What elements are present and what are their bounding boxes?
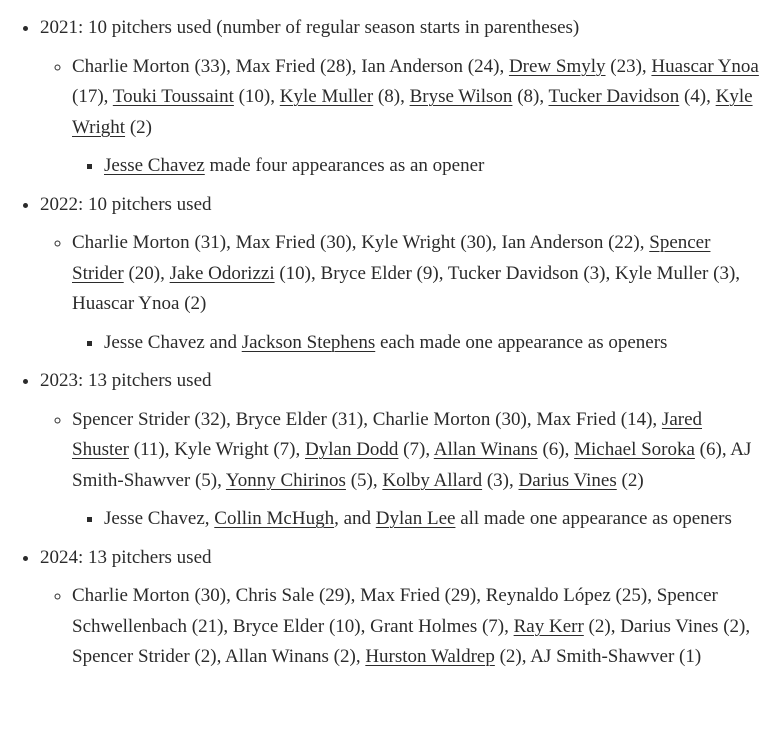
pitcher-link[interactable]: Dylan Lee — [375, 508, 456, 529]
start-count: (8) — [517, 86, 540, 107]
pitcher-link[interactable]: Darius Vines — [518, 469, 617, 491]
pitcher-link[interactable]: Tucker Davidson — [548, 86, 680, 107]
start-count: (17) — [72, 86, 104, 107]
pitcher-link[interactable]: Kyle Muller — [279, 86, 374, 107]
pitcher-name: Bryce Elder — [235, 408, 327, 430]
starter-list — [40, 405, 761, 535]
pitcher-name: Allan Winans — [225, 646, 329, 667]
pitcher-name: Kyle Muller — [614, 262, 709, 284]
season-item — [40, 190, 761, 359]
pitcher-link[interactable]: Ray Kerr — [513, 615, 584, 637]
start-count: (31) — [194, 232, 227, 253]
pitcher-link[interactable]: Touki Toussaint — [112, 86, 234, 107]
pitcher-name: Tucker Davidson — [447, 262, 579, 284]
start-count: (7) — [403, 439, 426, 460]
pitcher-name: Ian Anderson — [501, 232, 604, 253]
pitcher-name: Max Fried — [536, 408, 617, 430]
start-count: (10) — [238, 86, 271, 107]
start-count: (2) — [333, 646, 356, 667]
pitcher-name: AJ Smith-Shawver — [72, 439, 752, 491]
pitcher-name: Reynaldo López — [485, 585, 611, 606]
season-item — [40, 543, 761, 673]
pitcher-name: Chris Sale — [235, 585, 315, 606]
start-count: (9) — [416, 262, 439, 284]
season-heading: 2021: 10 pitchers used (number of regular season starts in parentheses) — [40, 17, 580, 38]
starter-line: ◦ Charlie Morton (30), Chris Sale (29), Max Fried (29), Reynaldo López (25), Spencer Schwellenbach (21), Bryce Elder (10), Grant Holmes (7), Ray Kerr (2), Darius Vines (2), Spencer Strider (2), Allan Winans (2), Hurston Waldrep (2), AJ Smith-Shawver (1) — [72, 581, 761, 673]
start-count: (6) — [542, 439, 565, 460]
opener-text: all made one appearance as openers — [455, 508, 732, 529]
start-count: (3) — [713, 262, 736, 284]
start-count: (10) — [279, 262, 312, 284]
opener-note — [104, 151, 761, 182]
season-item — [40, 13, 761, 182]
start-count: (2) — [723, 615, 746, 637]
start-count: (10) — [328, 615, 361, 637]
start-count: (31) — [331, 408, 364, 430]
start-count: (7) — [481, 615, 505, 637]
pitcher-link[interactable]: Huascar Ynoa — [651, 55, 759, 77]
pitcher-name: Spencer Strider — [72, 408, 190, 430]
opener-text: Jesse Chavez and — [104, 331, 242, 353]
pitcher-link[interactable]: Hurston Waldrep — [365, 646, 495, 667]
opener-text: made four appearances as an opener — [204, 155, 485, 176]
start-count: (29) — [318, 585, 351, 606]
opener-text: Jesse Chavez, — [104, 508, 215, 529]
start-count: (6) — [699, 439, 722, 460]
start-count: (2) — [194, 646, 217, 667]
start-count: (14) — [620, 408, 653, 430]
start-count: (7) — [273, 439, 296, 460]
start-count: (2) — [499, 646, 522, 667]
start-count: (5) — [194, 469, 218, 491]
start-count: (25) — [615, 585, 648, 606]
start-count: (30) — [194, 585, 227, 606]
starter-list — [40, 581, 761, 673]
pitcher-name: Bryce Elder — [320, 262, 412, 284]
start-count: (2) — [184, 293, 207, 314]
pitcher-name: Grant Holmes — [370, 615, 478, 637]
pitcher-name: Charlie Morton — [372, 408, 491, 430]
start-count: (3) — [486, 469, 510, 491]
start-count: (24) — [467, 55, 500, 77]
start-count: (5) — [350, 469, 373, 491]
season-heading: 2024: 13 pitchers used — [40, 546, 212, 568]
start-count: (32) — [194, 408, 227, 430]
start-count: (20) — [128, 262, 161, 284]
pitcher-link[interactable]: Dylan Dodd — [305, 439, 399, 460]
pitcher-link[interactable]: Jake Odorizzi — [169, 262, 275, 284]
pitcher-link[interactable]: Jackson Stephens — [241, 331, 376, 353]
start-count: (2) — [129, 116, 152, 138]
pitcher-link[interactable]: Spencer Strider — [72, 232, 711, 284]
opener-list — [72, 328, 761, 359]
pitcher-link[interactable]: Michael Soroka — [574, 439, 695, 460]
season-heading: 2023: 13 pitchers used — [40, 370, 212, 391]
start-count: (28) — [320, 55, 352, 77]
starter-line: ◦ Charlie Morton (31), Max Fried (30), Kyle Wright (30), Ian Anderson (22), Spencer Strider (20), Jake Odorizzi (10), Bryce Elder (9), Tucker Davidson (3), Kyle Muller (3), Huascar Ynoa (2) ▪ Jesse Chavez and Jackson Stephens each made one appearance as openers — [72, 228, 761, 358]
pitcher-name: Spencer Strider — [72, 646, 190, 667]
pitcher-link[interactable]: Collin McHugh — [214, 508, 335, 529]
pitcher-name: Charlie Morton — [72, 585, 190, 606]
pitcher-link[interactable]: Yonny Chirinos — [225, 469, 346, 491]
pitcher-name: Max Fried — [235, 232, 316, 253]
pitcher-name: Ian Anderson — [361, 55, 464, 77]
pitcher-link[interactable]: Jesse Chavez — [104, 155, 205, 176]
start-count: (30) — [495, 408, 527, 430]
pitcher-name: Kyle Wright — [361, 232, 456, 253]
start-count: (23) — [610, 55, 642, 77]
pitcher-link[interactable]: Kyle Wright — [72, 86, 753, 138]
start-count: (8) — [377, 86, 401, 107]
opener-note — [104, 328, 761, 359]
opener-list — [72, 504, 761, 535]
pitcher-name: AJ Smith-Shawver — [530, 646, 675, 667]
start-count: (33) — [194, 55, 227, 77]
pitcher-name: Max Fried — [360, 585, 440, 606]
start-count: (4) — [683, 86, 707, 107]
pitcher-name: Charlie Morton — [72, 232, 190, 253]
start-count: (22) — [608, 232, 640, 253]
pitcher-name: Kyle Wright — [174, 439, 269, 460]
starter-line: ◦ Spencer Strider (32), Bryce Elder (31), Charlie Morton (30), Max Fried (14), Jared Shuster (11), Kyle Wright (7), Dylan Dodd (7), Allan Winans (6), Michael Soroka (6), AJ Smith-Shawver (5), Yonny Chirinos (5), Kolby Allard (3), Darius Vines (2) ▪ Jesse Chavez, Collin McHugh, and Dylan Lee all made one appearance as openers — [72, 405, 761, 535]
start-count: (30) — [320, 232, 352, 253]
pitcher-link[interactable]: Jared Shuster — [72, 408, 703, 460]
season-item — [40, 366, 761, 535]
start-count: (2) — [621, 469, 644, 491]
pitcher-link[interactable]: Kolby Allard — [382, 469, 483, 491]
starter-list — [40, 228, 761, 358]
pitcher-name: Spencer Schwellenbach — [72, 585, 718, 637]
pitcher-link[interactable]: Drew Smyly — [508, 55, 606, 77]
start-count: (29) — [444, 585, 477, 606]
opener-text: each made one appearance as openers — [375, 331, 668, 353]
start-count: (1) — [679, 646, 702, 667]
starter-list — [40, 52, 761, 182]
start-count: (2) — [588, 615, 611, 637]
pitcher-name: Bryce Elder — [232, 615, 325, 637]
pitcher-name: Charlie Morton — [72, 55, 190, 77]
pitcher-name: Max Fried — [235, 55, 316, 77]
start-count: (21) — [191, 615, 224, 637]
opener-text: , and — [334, 508, 376, 529]
pitcher-name: Huascar Ynoa — [72, 293, 180, 314]
start-count: (30) — [460, 232, 492, 253]
season-heading: 2022: 10 pitchers used — [40, 193, 212, 215]
pitcher-link[interactable]: Allan Winans — [433, 439, 538, 460]
starter-line: ◦ Charlie Morton (33), Max Fried (28), Ian Anderson (24), Drew Smyly (23), Huascar Ynoa (17), Touki Toussaint (10), Kyle Muller (8), Bryse Wilson (8), Tucker Davidson (4), Kyle Wright (2) ▪ Jesse Chavez made four appearances as an opener — [72, 52, 761, 182]
pitcher-link[interactable]: Bryse Wilson — [409, 86, 513, 107]
start-count: (11) — [133, 439, 165, 460]
start-count: (3) — [583, 262, 606, 284]
opener-note — [104, 504, 761, 535]
pitcher-name: Darius Vines — [620, 615, 719, 637]
opener-list — [72, 151, 761, 182]
